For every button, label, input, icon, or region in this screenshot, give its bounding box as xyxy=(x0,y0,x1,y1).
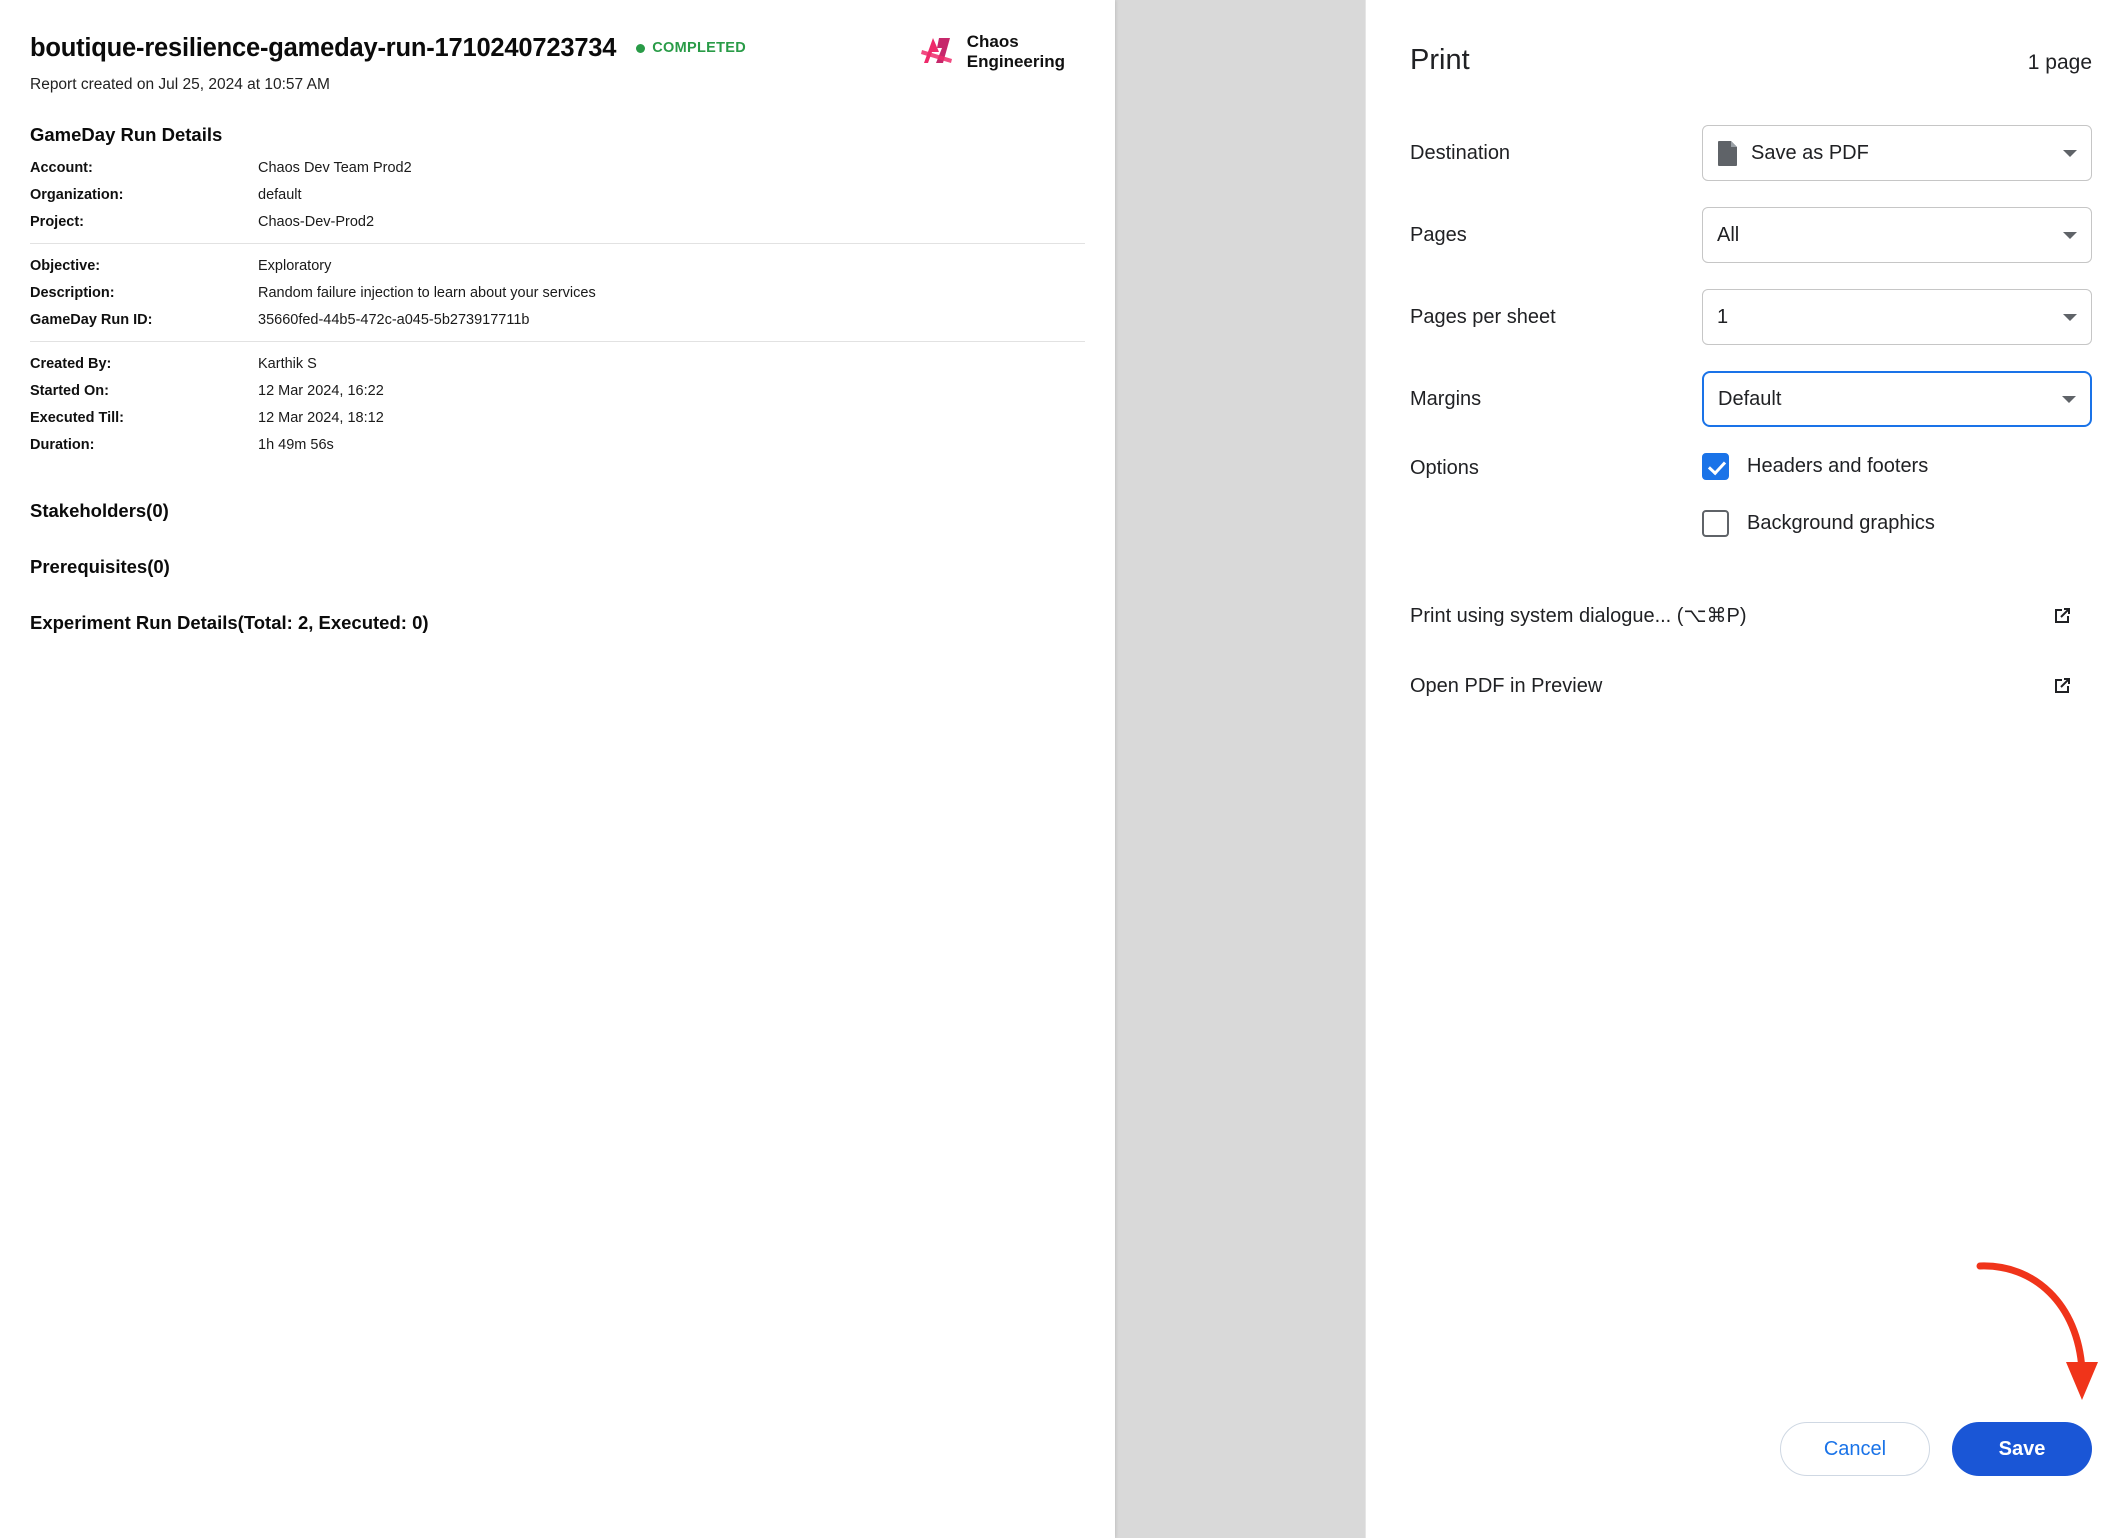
dialog-footer-buttons xyxy=(1780,1422,2092,1476)
detail-value: Exploratory xyxy=(258,258,332,275)
brand-logo xyxy=(917,32,1065,72)
print-dialog-header xyxy=(1410,44,2092,77)
destination-select[interactable] xyxy=(1702,125,2092,181)
detail-value: 35660fed-44b5-472c-a045-5b273917711b xyxy=(258,312,530,329)
brand-line-1: Chaos xyxy=(966,32,1019,52)
print-dialog-title: Print xyxy=(1410,44,1470,76)
save-button[interactable]: Save xyxy=(1952,1422,2092,1476)
status-badge-label: COMPLETED xyxy=(652,40,747,56)
page-title: boutique-resilience-gameday-run-1710240723734 xyxy=(30,34,617,62)
section-title-stakeholders: Stakeholders(0) xyxy=(30,500,169,522)
chevron-down-icon xyxy=(2063,232,2077,239)
detail-row xyxy=(30,187,1085,203)
report-created-line: Report created on Jul 25, 2024 at 10:57 AM xyxy=(30,76,330,94)
detail-row xyxy=(30,285,1085,301)
detail-row xyxy=(30,383,1085,399)
detail-value: Chaos Dev Team Prod2 xyxy=(258,160,412,177)
detail-row xyxy=(30,214,1085,230)
pages-per-sheet-select[interactable] xyxy=(1702,289,2092,345)
report-header xyxy=(30,32,1075,71)
pages-row xyxy=(1410,207,2092,263)
destination-label: Destination xyxy=(1410,141,1511,164)
detail-value: 1h 49m 56s xyxy=(258,437,334,454)
detail-key: Organization: xyxy=(30,187,124,204)
margins-row xyxy=(1410,371,2092,427)
margins-value: Default xyxy=(1718,387,1782,410)
print-system-dialogue-link[interactable] xyxy=(1410,603,2074,628)
destination-value: Save as PDF xyxy=(1751,141,1869,164)
pages-per-sheet-row xyxy=(1410,289,2092,345)
margins-select[interactable] xyxy=(1702,371,2092,427)
headers-and-footers-label: Headers and footers xyxy=(1747,455,1929,477)
detail-key: Description: xyxy=(30,285,115,302)
background-graphics-checkbox[interactable] xyxy=(1702,510,1729,537)
detail-value: default xyxy=(258,187,302,204)
options-label: Options xyxy=(1410,457,1479,479)
detail-group-account xyxy=(30,160,1085,244)
detail-row xyxy=(30,312,1085,328)
status-dot-icon xyxy=(636,44,645,53)
brand-line-2: Engineering xyxy=(966,52,1065,71)
detail-key: Objective: xyxy=(30,258,101,275)
detail-value: 12 Mar 2024, 18:12 xyxy=(258,410,384,427)
pages-select[interactable] xyxy=(1702,207,2092,263)
divider-space xyxy=(1410,559,2092,603)
annotation-arrow-icon xyxy=(1974,1258,2104,1408)
brand-text xyxy=(967,32,1065,71)
pages-per-sheet-label: Pages per sheet xyxy=(1410,305,1556,328)
detail-key: Executed Till: xyxy=(30,410,125,427)
detail-row xyxy=(30,437,1085,453)
detail-value: Random failure injection to learn about your services xyxy=(258,285,596,302)
print-system-dialogue-label: Print using system dialogue... (⌥⌘P) xyxy=(1410,605,1747,627)
headers-and-footers-checkbox[interactable] xyxy=(1702,453,1729,480)
pages-per-sheet-value: 1 xyxy=(1717,305,1729,328)
detail-key: GameDay Run ID: xyxy=(30,312,153,329)
section-title-prerequisites: Prerequisites(0) xyxy=(30,556,170,578)
detail-group-objective xyxy=(30,258,1085,342)
detail-row xyxy=(30,160,1085,176)
detail-row xyxy=(30,356,1085,372)
options-row xyxy=(1410,453,2092,537)
detail-key: Created By: xyxy=(30,356,112,373)
chevron-down-icon xyxy=(2062,396,2076,403)
document-icon xyxy=(1717,140,1739,166)
detail-group-execution xyxy=(30,356,1085,466)
detail-value: Chaos-Dev-Prod2 xyxy=(258,214,375,231)
chevron-down-icon xyxy=(2063,150,2077,157)
chevron-down-icon xyxy=(2063,314,2077,321)
external-link-icon xyxy=(2050,674,2074,698)
options-checkbox-group xyxy=(1702,453,1935,537)
pages-label: Pages xyxy=(1410,223,1467,246)
cancel-button[interactable]: Cancel xyxy=(1780,1422,1930,1476)
page-count-label: 1 page xyxy=(2027,51,2092,74)
detail-row xyxy=(30,410,1085,426)
pages-value: All xyxy=(1717,223,1740,246)
destination-row xyxy=(1410,125,2092,181)
margins-label: Margins xyxy=(1410,387,1482,410)
detail-key: Project: xyxy=(30,214,84,231)
background-graphics-option[interactable] xyxy=(1702,510,1935,537)
open-pdf-in-preview-link[interactable] xyxy=(1410,674,2074,698)
section-title-gameday-run-details: GameDay Run Details xyxy=(30,124,223,146)
print-dialog xyxy=(1365,0,2110,1538)
detail-key: Account: xyxy=(30,160,93,177)
detail-key: Started On: xyxy=(30,383,109,400)
section-title-experiment-run-details: Experiment Run Details(Total: 2, Executed: 0) xyxy=(30,612,429,634)
chaos-engineering-logo-icon xyxy=(917,32,957,72)
background-graphics-label: Background graphics xyxy=(1747,512,1935,534)
headers-and-footers-option[interactable] xyxy=(1702,453,1935,480)
status-badge xyxy=(636,40,746,56)
external-link-icon xyxy=(2050,604,2074,628)
detail-value: Karthik S xyxy=(258,356,317,373)
open-pdf-in-preview-label: Open PDF in Preview xyxy=(1410,674,1603,697)
detail-row xyxy=(30,258,1085,274)
detail-value: 12 Mar 2024, 16:22 xyxy=(258,383,384,400)
detail-key: Duration: xyxy=(30,437,95,454)
